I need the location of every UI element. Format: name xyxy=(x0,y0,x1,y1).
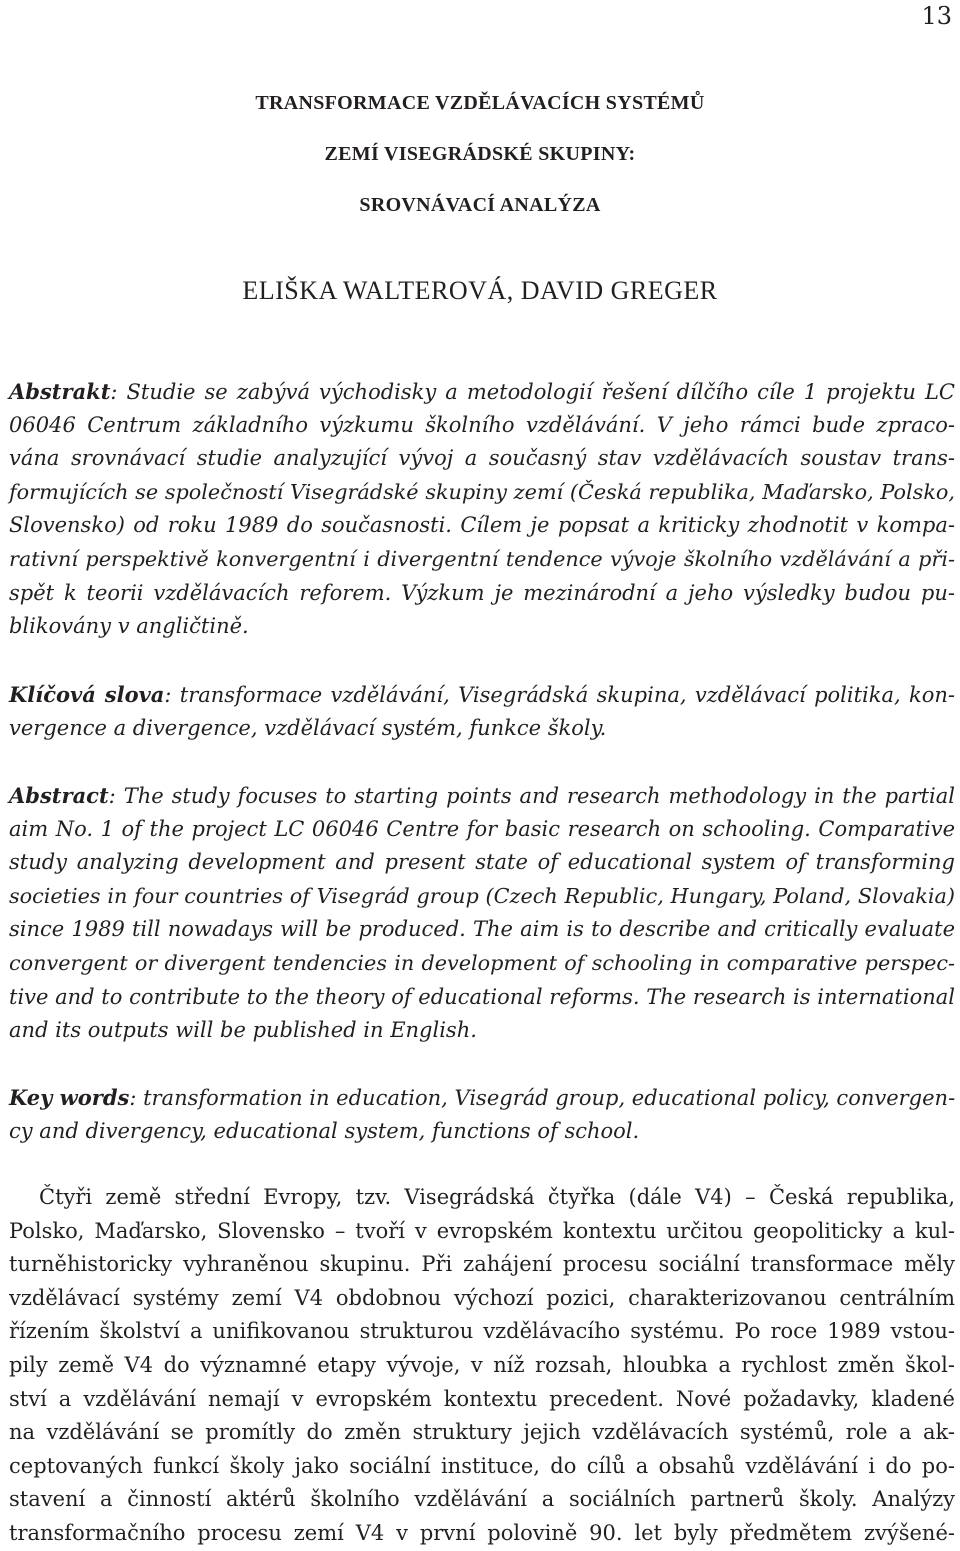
abstract-cz-line: spět k teorii vzdělávacích reforem. Výzkum je mezinárodní a jeho výsledky budou pu- xyxy=(9,580,955,605)
body-line: vzdělávací systémy zemí V4 obdobnou výchozí pozici, charakterizovanou centrálním xyxy=(9,1285,955,1310)
abstract-en-line: Abstract: The study focuses to starting points and research methodology in the partial xyxy=(9,783,955,808)
keywords-cz xyxy=(9,678,955,745)
body-line: na vzdělávání se promítly do změn struktury jejich vzdělávacích systémů, role a ak- xyxy=(9,1420,955,1445)
abstract-cz-line: formujících se společností Visegrádské skupiny zemí (Česká republika, Maďarsko, Polsko, xyxy=(9,479,955,504)
abstract-cz-line: Slovensko) od roku 1989 do současnosti. Cílem je popsat a kriticky zhodnotit v kompa- xyxy=(9,513,955,538)
body-line: ceptovaných funkcí školy jako sociální instituce, do cílů a obsahů vzdělávání i do po- xyxy=(9,1453,955,1478)
keywords-cz-line: vergence a divergence, vzdělávací systém, funkce školy. xyxy=(9,715,607,740)
abstract-cz-line: vána srovnávací studie analyzující vývoj a současný stav vzdělávacích soustav trans- xyxy=(9,446,955,471)
keywords-cz-line: Klíčová slova: transformace vzdělávání, Visegrádská skupina, vzdělávací politika, kon- xyxy=(9,682,955,707)
abstract-en-line: convergent or divergent tendencies in development of schooling in comparative perspec- xyxy=(9,950,955,975)
abstract-cz xyxy=(9,375,955,644)
keywords-cz-label: Klíčová slova xyxy=(9,682,165,707)
keywords-en-line: cy and divergency, educational system, functions of school. xyxy=(9,1118,640,1143)
abstract-en-line: study analyzing development and present state of educational system of transforming xyxy=(9,850,955,875)
body-line: turněhistoricky vyhraněnou skupinu. Při zahájení procesu sociální transformace měly xyxy=(9,1252,955,1277)
authors: ELIŠKA WALTEROVÁ, DAVID GREGER xyxy=(242,276,718,305)
abstract-cz-line: 06046 Centrum základního výzkumu školního vzdělávání. V jeho rámci bude zpraco- xyxy=(9,412,955,437)
title-line: ZEMÍ VISEGRÁDSKÉ SKUPINY: xyxy=(324,143,636,165)
abstract-en-line: societies in four countries of Visegrád group (Czech Republic, Hungary, Poland, Slovakia) xyxy=(9,883,955,908)
body-line: řízením školství a unifikovanou strukturou vzdělávacího systému. Po roce 1989 vstou- xyxy=(9,1319,955,1344)
abstract-en-label: Abstract xyxy=(9,783,109,808)
paper-title xyxy=(0,78,960,231)
keywords-en xyxy=(9,1081,955,1148)
abstract-en-line: aim No. 1 of the project LC 06046 Centre for basic research on schooling. Comparative xyxy=(9,816,955,841)
abstract-cz-line: blikovány v angličtině. xyxy=(9,614,249,639)
body-line: ství a vzdělávání nemají v evropském kontextu precedent. Nové požadavky, kladené xyxy=(9,1386,955,1411)
abstract-cz-line: Abstrakt: Studie se zabývá východisky a metodologií řešení dílčího cíle 1 projektu LC xyxy=(9,379,955,404)
body-line: transformačního procesu zemí V4 v první polovině 90. let byly předmětem zvýšené- xyxy=(9,1520,955,1545)
abstract-cz-line: rativní perspektivě konvergentní i divergentní tendence vývoje školního vzdělávání a při- xyxy=(9,546,955,571)
keywords-en-line: Key words: transformation in education, Visegrád group, educational policy, convergen- xyxy=(9,1085,956,1110)
title-line: TRANSFORMACE VZDĚLÁVACÍCH SYSTÉMŮ xyxy=(255,92,705,114)
body-line: stavení a činností aktérů školního vzdělávání a sociálních partnerů školy. Analýzy xyxy=(9,1487,955,1512)
abstract-en xyxy=(9,779,955,1048)
page-number: 13 xyxy=(921,2,952,30)
abstract-en-line: since 1989 till nowadays will be produced. The aim is to describe and critically evaluate xyxy=(9,917,955,942)
keywords-en-label: Key words xyxy=(9,1085,130,1110)
title-line: SROVNÁVACÍ ANALÝZA xyxy=(359,194,601,216)
body-line: Polsko, Maďarsko, Slovensko – tvoří v evropském kontextu určitou geopoliticky a kul- xyxy=(9,1218,955,1243)
abstract-en-line: tive and to contribute to the theory of educational reforms. The research is international xyxy=(9,984,955,1009)
abstract-en-line: and its outputs will be published in English. xyxy=(9,1018,477,1043)
body-line: pily země V4 do významné etapy vývoje, v níž rozsah, hloubka a rychlost změn škol- xyxy=(9,1352,955,1377)
abstract-cz-label: Abstrakt xyxy=(9,379,111,404)
body-line: Čtyři země střední Evropy, tzv. Visegrádská čtyřka (dále V4) – Česká republika, xyxy=(39,1185,955,1209)
body-paragraph xyxy=(9,1181,955,1551)
